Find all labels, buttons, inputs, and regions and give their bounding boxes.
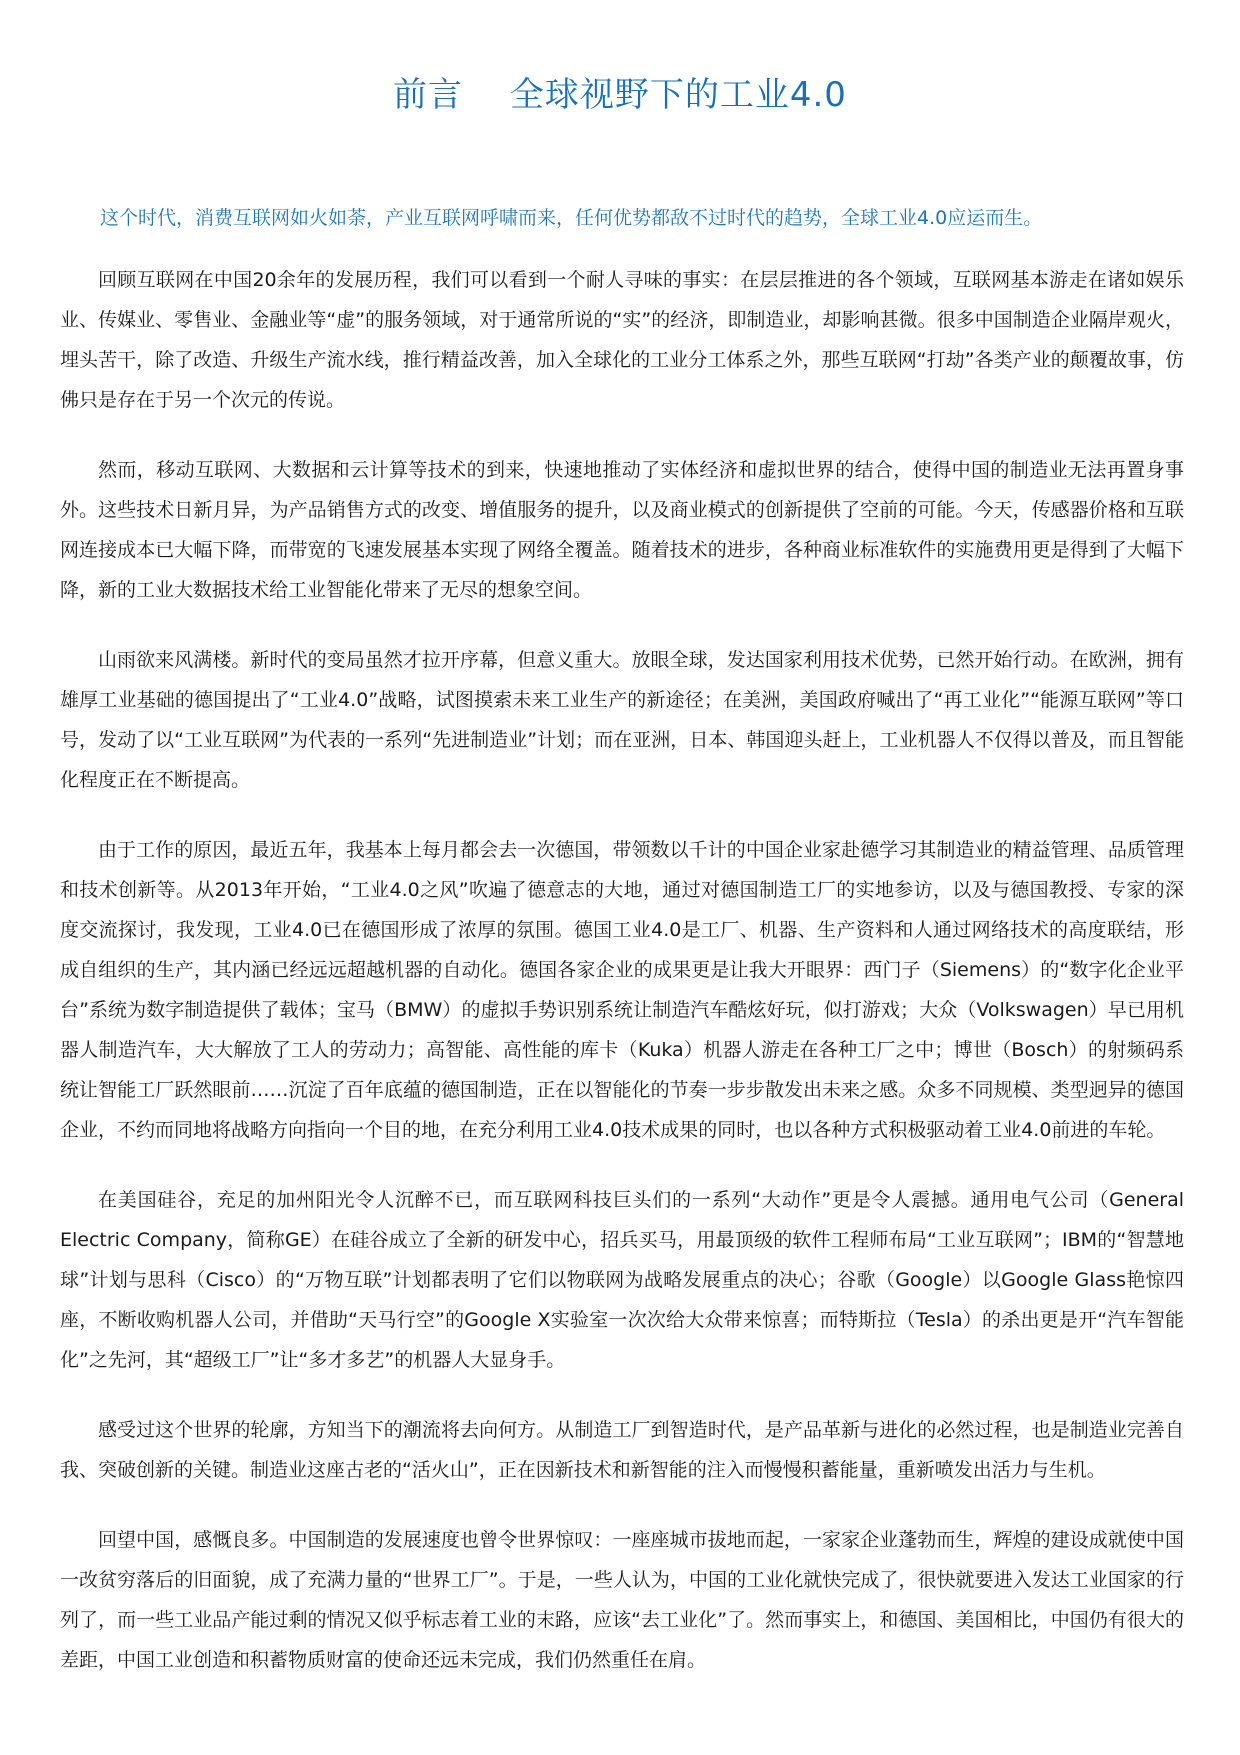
paragraph: 回望中国，感慨良多。中国制造的发展速度也曾令世界惊叹：一座座城市拔地而起，一家家企业蓬勃而生，辉煌的建设成就使中国一改贫穷落后的旧面貌，成了充满力量的“世界工厂”。于是，一些人认为，中国的工业化就快完成了，很快就要进入发达工业国家的行列了，而一些工业品产能过剩的情况又似乎标志着工业的末路，应该“去工业化”了。然而事实上，和德国、美国相比，中国仍有很大的差距，中国工业创造和积蓄物质财富的使命还远未完成，我们仍然重任在肩。	[60, 1529, 1184, 1671]
paragraph: 然而，移动互联网、大数据和云计算等技术的到来，快速地推动了实体经济和虚拟世界的结合，使得中国的制造业无法再置身事外。这些技术日新月异，为产品销售方式的改变、增值服务的提升，以及商业模式的创新提供了空前的可能。今天，传感器价格和互联网连接成本已大幅下降，而带宽的飞速发展基本实现了网络全覆盖。随着技术的进步，各种商业标准软件的实施费用更是得到了大幅下降，新的工业大数据技术给工业智能化带来了无尽的想象空间。	[60, 459, 1184, 601]
paragraph: 在美国硅谷，充足的加州阳光令人沉醉不已，而互联网科技巨头们的一系列“大动作”更是令人震撼。通用电气公司（General Electric Company，简称GE）在硅谷成立了全新的研发中心，招兵买马，用最顶级的软件工程师布局“工业互联网”；IBM的“智慧地球”计划与思科（Cisco）的“万物互联”计划都表明了它们以物联网为战略发展重点的决心；谷歌（Google）以Google Glass艳惊四座，不断收购机器人公司，并借助“天马行空”的Google X实验室一次次给大众带来惊喜；而特斯拉（Tesla）的杀出更是开“汽车智能化”之先河，其“超级工厂”让“多才多艺”的机器人大显身手。	[60, 1189, 1184, 1371]
paragraph: 感受过这个世界的轮廓，方知当下的潮流将去向何方。从制造工厂到智造时代，是产品革新与进化的必然过程，也是制造业完善自我、突破创新的关键。制造业这座古老的“活火山”，正在因新技术和新智能的注入而慢慢积蓄能量，重新喷发出活力与生机。	[60, 1419, 1184, 1481]
paragraph: 回顾互联网在中国20余年的发展历程，我们可以看到一个耐人寻味的事实：在层层推进的各个领域，互联网基本游走在诸如娱乐业、传媒业、零售业、金融业等“虚”的服务领域，对于通常所说的“实”的经济，即制造业，却影响甚微。很多中国制造企业隔岸观火，埋头苦干，除了改造、升级生产流水线，推行精益改善，加入全球化的工业分工体系之外，那些互联网“打劫”各类产业的颠覆故事，仿佛只是存在于另一个次元的传说。	[60, 269, 1184, 411]
page-title: 前言 全球视野下的工业4.0	[393, 75, 847, 115]
body-text	[60, 260, 1184, 1710]
paragraph: 由于工作的原因，最近五年，我基本上每月都会去一次德国，带领数以千计的中国企业家赴德学习其制造业的精益管理、品质管理和技术创新等。从2013年开始，“工业4.0之风”吹遍了德意志的大地，通过对德国制造工厂的实地参访，以及与德国教授、专家的深度交流探讨，我发现，工业4.0已在德国形成了浓厚的氛围。德国工业4.0是工厂、机器、生产资料和人通过网络技术的高度联结，形成自组织的生产，其内涵已经远远超越机器的自动化。德国各家企业的成果更是让我大开眼界：西门子（Siemens）的“数字化企业平台”系统为数字制造提供了载体；宝马（BMW）的虚拟手势识别系统让制造汽车酷炫好玩，似打游戏；大众（Volkswagen）早已用机器人制造汽车，大大解放了工人的劳动力；高智能、高性能的库卡（Kuka）机器人游走在各种工厂之中；博世（Bosch）的射频码系统让智能工厂跃然眼前……沉淀了百年底蕴的德国制造，正在以智能化的节奏一步步散发出未来之感。众多不同规模、类型迥异的德国企业，不约而同地将战略方向指向一个目的地，在充分利用工业4.0技术成果的同时，也以各种方式积极驱动着工业4.0前进的车轮。	[60, 839, 1184, 1141]
paragraph: 山雨欲来风满楼。新时代的变局虽然才拉开序幕，但意义重大。放眼全球，发达国家利用技术优势，已然开始行动。在欧洲，拥有雄厚工业基础的德国提出了“工业4.0”战略，试图摸索未来工业生产的新途径；在美洲，美国政府喊出了“再工业化”“能源互联网”等口号，发动了以“工业互联网”为代表的一系列“先进制造业”计划；而在亚洲，日本、韩国迎头赶上，工业机器人不仅得以普及，而且智能化程度正在不断提高。	[60, 649, 1184, 791]
lead-sentence: 这个时代，消费互联网如火如荼，产业互联网呼啸而来，任何优势都敌不过时代的趋势，全球工业4.0应运而生。	[100, 207, 1043, 229]
